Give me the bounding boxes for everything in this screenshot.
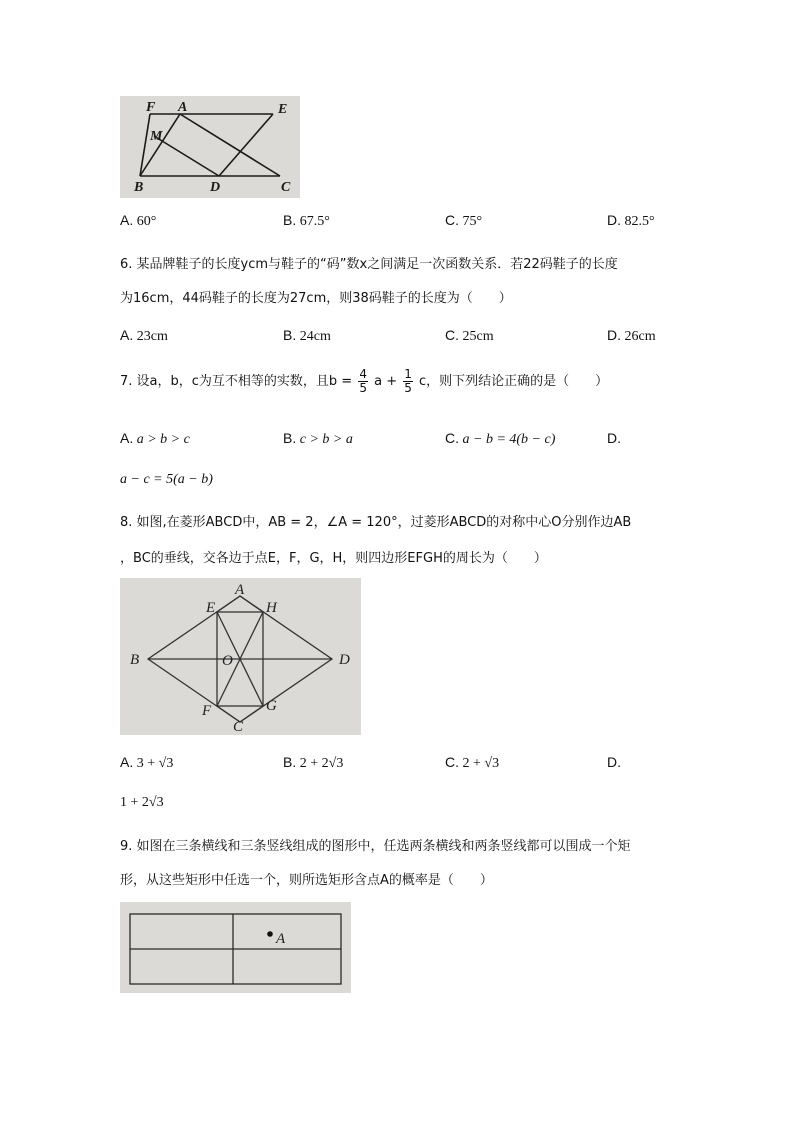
q7-option-c[interactable]: C. a − b = 4(b − c)	[445, 430, 556, 447]
q7-option-b[interactable]: B. c > b > a	[283, 430, 353, 447]
q7-option-d-value: a − c = 5(a − b)	[120, 472, 213, 487]
label-D: D	[210, 180, 221, 195]
label-A: A	[235, 582, 245, 598]
q8-stem-line1: 8. 如图,在菱形ABCD中，AB = 2，∠A = 120°，过菱形ABCD的对称中心O分别作边AB	[120, 515, 632, 530]
figure-q8	[120, 578, 361, 735]
q6-option-d[interactable]: D. 26cm	[607, 327, 656, 344]
q7-option-a[interactable]: A. a > b > c	[120, 430, 190, 447]
label-C: C	[281, 180, 291, 195]
label-B: B	[134, 180, 144, 195]
q8-option-d-value: 1 + 2√3	[120, 795, 164, 810]
parallelogram-diagram	[120, 96, 300, 198]
figure-q9	[120, 902, 351, 993]
q8-option-a[interactable]: A. 3 + √3	[120, 754, 174, 771]
point-a-dot	[267, 931, 273, 937]
label-E: E	[278, 102, 288, 117]
q8-stem-line2: ，BC的垂线，交各边于点E，F，G，H，则四边形EFGH的周长为（ ）	[120, 551, 547, 566]
label-O: O	[222, 653, 233, 669]
q8-option-b[interactable]: B. 2 + 2√3	[283, 754, 344, 771]
q8-option-c[interactable]: C. 2 + √3	[445, 754, 500, 771]
label-G: G	[266, 698, 277, 714]
q6-option-a[interactable]: A. 23cm	[120, 327, 168, 344]
label-F: F	[202, 703, 212, 719]
q9-stem-line2: 形，从这些矩形中任选一个，则所选矩形含点A的概率是（ ）	[120, 873, 493, 888]
rhombus-diagram	[120, 578, 361, 735]
q6-stem-line2: 为16cm，44码鞋子的长度为27cm，则38码鞋子的长度为（ ）	[120, 291, 512, 306]
q5-option-a[interactable]: A. 60°	[120, 212, 157, 229]
q6-option-b[interactable]: B. 24cm	[283, 327, 331, 344]
q8-option-d[interactable]: D.	[607, 754, 621, 770]
q5-option-b[interactable]: B. 67.5°	[283, 212, 330, 229]
label-D: D	[339, 652, 350, 668]
q6-option-c[interactable]: C. 25cm	[445, 327, 494, 344]
label-B: B	[130, 652, 140, 668]
label-A: A	[178, 100, 188, 115]
label-C: C	[233, 719, 244, 735]
label-H: H	[266, 600, 277, 616]
label-E: E	[206, 600, 216, 616]
grid-diagram	[120, 902, 351, 993]
q7-option-d[interactable]: D.	[607, 430, 621, 446]
q6-stem-line1: 6. 某品牌鞋子的长度ycm与鞋子的“码”数x之间满足一次函数关系．若22码鞋子的长度	[120, 257, 618, 272]
q9-stem-line1: 9. 如图在三条横线和三条竖线组成的图形中，任选两条横线和两条竖线都可以围成一个矩	[120, 839, 631, 854]
fraction-one-fifth: $\frac{1}{5}$	[404, 367, 412, 395]
figure-q5	[120, 96, 300, 198]
q5-option-d[interactable]: D. 82.5°	[607, 212, 655, 229]
label-M: M	[150, 129, 163, 144]
q5-option-c[interactable]: C. 75°	[445, 212, 483, 229]
fraction-four-fifths: $\frac{4}{5}$	[359, 367, 367, 395]
label-A: A	[276, 931, 286, 947]
q7-stem: 7. 设a，b，c为互不相等的实数，且b = $\frac{4}{5}$ a + $\frac{1}{5}$ c，则下列结论正确的是（ ）	[120, 367, 609, 395]
label-F: F	[146, 100, 156, 115]
